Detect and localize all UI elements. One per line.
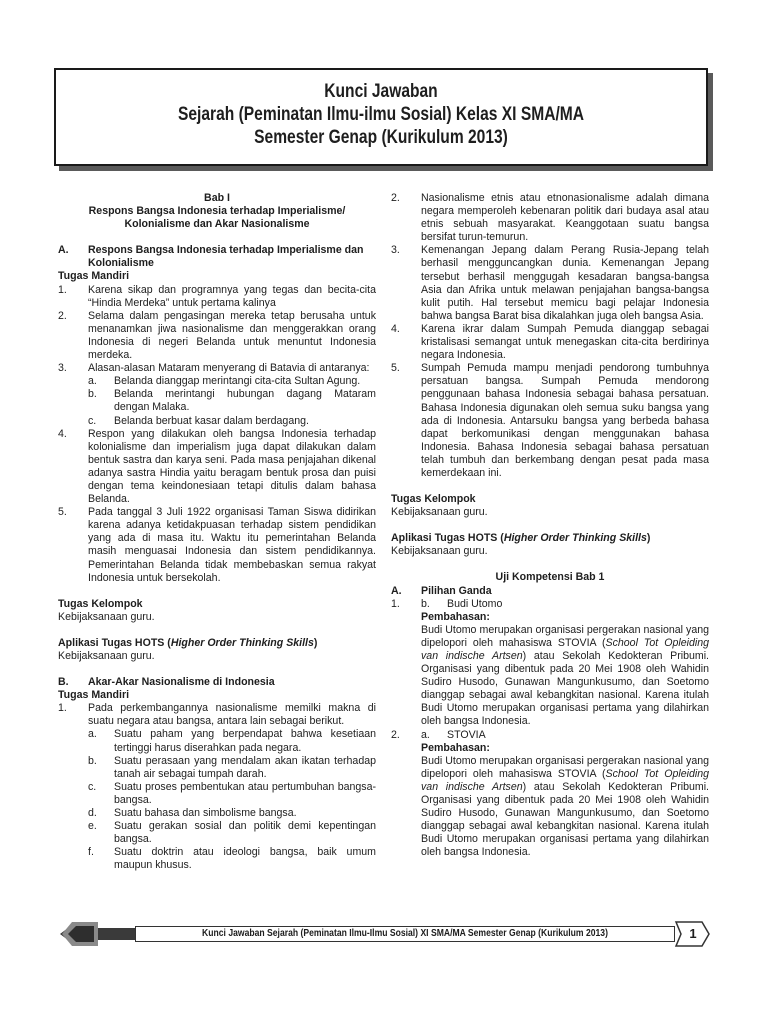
page-number: 1	[689, 926, 697, 941]
list-item: 3. Alasan-alasan Mataram menyerang di Batavia di antaranya:	[58, 362, 370, 375]
sub-list-item: e. Suatu gerakan sosial dan politik demi kepentingan bangsa.	[88, 820, 376, 846]
list-item: 2. Selama dalam pengasingan mereka tetap berusaha untuk menanamkan jiwa nasionalisme dan menggerakkan orang Indonesia di negeri Belanda untuk menuntut Indonesia merdeka.	[58, 309, 376, 362]
title-box	[54, 68, 708, 166]
list-item: 5. Sumpah Pemuda mampu menjadi pendorong tumbuhnya persatuan bangsa. Sumpah Pemuda mendorong penggunaan bahasa Indonesia sebagai bahasa persatuan. Bahasa Indonesia digunakan oleh semua suku bangsa yang ada di Indonesia. Antarsuku bangsa yang berbeda bahasa dapat berkomunikasi dengan menggunakan bahasa Indonesia. Bahasa Indonesia sebagai bahasa persatuan telah tumbuh dan berkembang dengan pesat pada masa kemerdekaan ini.	[391, 362, 709, 479]
pilihan-ganda-heading: A. Pilihan Ganda	[391, 584, 492, 597]
tugas-kelompok-answer: Kebijaksanaan guru.	[58, 610, 155, 623]
uji-kompetensi-title: Uji Kompetensi Bab 1	[495, 571, 605, 584]
section-b-heading: B. Akar-Akar Nasionalisme di Indonesia	[58, 676, 275, 689]
tugas-mandiri-heading: Tugas Mandiri	[58, 270, 130, 283]
footer-left-ornament	[60, 920, 100, 948]
sub-list-item: b. Belanda merintangi hubungan dagang Mataram dengan Malaka.	[88, 388, 376, 414]
title-line-3: Semester Genap (Kurikulum 2013)	[254, 127, 508, 148]
sub-list-item: a. Belanda dianggap merintangi cita-cita Sultan Agung.	[88, 375, 361, 388]
chapter-title-line-2: Kolonialisme dan Akar Nasionalisme	[124, 218, 310, 231]
tugas-kelompok-heading: Tugas Kelompok	[391, 493, 476, 506]
question-1-answer: 1. b. Budi Utomo	[391, 597, 503, 610]
pembahasan-text: Budi Utomo merupakan organisasi pergerakan nasional yang dipelopori oleh mahasiswa STOVIA (School Tot Opleiding van indische Artsen) atau Sekolah Kedokteran Pribumi. Organisasi yang dibentuk pada 20 Mei 1908 oleh Wahidin Sudiro Husodo, Gunawan Mangunkusumo, dan Soetomo dianggap sebagai awal kebangkitan nasional. Karena itulah Budi Utomo merupakan organisasi pertama yang dilahirkan oleh bangsa Indonesia.	[421, 623, 709, 728]
list-item: 2. Nasionalisme etnis atau etnonasionalisme adalah dimana negara memperoleh kebenaran politik dari budaya asal atau etnis sebuah masyarakat. Keanggotaan suatu bangsa bersifat turun-temurun.	[391, 192, 709, 244]
title-line-2: Sejarah (Peminatan Ilmu-ilmu Sosial) Kelas XI SMA/MA	[177, 104, 585, 125]
chapter-title-line-1: Respons Bangsa Indonesia terhadap Imperialisme/	[88, 205, 346, 218]
hots-answer: Kebijaksanaan guru.	[391, 545, 488, 558]
hots-heading: Aplikasi Tugas HOTS (Higher Order Thinking Skills)	[391, 532, 651, 545]
tugas-kelompok-answer: Kebijaksanaan guru.	[391, 506, 488, 519]
pembahasan-heading: Pembahasan:	[421, 741, 490, 754]
list-item: 5. Pada tanggal 3 Juli 1922 organisasi Taman Siswa didirikan karena adanya ketidakpuasan terhadap sistem pendidikan yang ada di masa itu. Waktu itu pemerintahan Belanda masih menguasai Indonesia dan sistem pendidikannya. Pemerintahan Belanda tidak membebaskan semua rakyat Indonesia untuk bersekolah.	[58, 506, 376, 584]
sub-list-item: f. Suatu doktrin atau ideologi bangsa, baik umum maupun khusus.	[88, 846, 376, 872]
pembahasan-heading: Pembahasan:	[421, 610, 490, 623]
section-a-heading: A. Respons Bangsa Indonesia terhadap Imperialisme dan Kolonialisme	[58, 244, 364, 270]
right-column	[391, 192, 709, 860]
sub-list-item: c. Belanda berbuat kasar dalam berdagang.	[88, 414, 309, 427]
list-item: 4. Karena ikrar dalam Sumpah Pemuda dianggap sebagai kristalisasi semangat untuk menegaskan cita-cita berdirinya negara Indonesia.	[391, 322, 709, 362]
pembahasan-text: Budi Utomo merupakan organisasi pergerakan nasional yang dipelopori oleh mahasiswa STOVIA (School Tot Opleiding van indische Artsen) atau Sekolah Kedokteran Pribumi. Organisasi yang dibentuk pada 20 Mei 1908 oleh Wahidin Sudiro Husodo, Gunawan Mangunkusumo, dan Soetomo dianggap sebagai awal kebangkitan nasional. Karena itulah Budi Utomo merupakan organisasi pertama yang dilahirkan oleh bangsa Indonesia.	[421, 754, 709, 859]
list-item: 3. Kemenangan Jepang dalam Perang Rusia-Jepang telah berhasil mengguncangkan dunia. Kemenangan Jepang tersebut berhasil menggugah kesadaran bangsa-bangsa Asia dan Afrika untuk melawan penjajahan bangsa-bangsa kulit putih. Hal tersebut memicu bagi pelajar Indonesia bahwa bangsa Barat bisa dikalahkan juga oleh bangsa Asia.	[391, 244, 709, 322]
tugas-kelompok-heading: Tugas Kelompok	[58, 597, 143, 610]
list-item: 4. Respon yang dilakukan oleh bangsa Indonesia terhadap kolonialisme dan imperialism juga dapat dilakukan dalam bentuk sastra dan karya seni. Pada masa penjajahan dikenal adanya sastra Hindia yaitu beragam bentuk prosa dan puisi dengan tema keindonesiaan tetapi ditulis dalam bahasa Belanda.	[58, 427, 376, 506]
list-item: 1. Pada perkembangannya nasionalisme memilki makna di suatu negara atau bangsa, antara lain sebagai berikut.	[58, 702, 376, 728]
chapter-label: Bab I	[204, 192, 230, 204]
tugas-mandiri-b-heading: Tugas Mandiri	[58, 689, 130, 702]
sub-list-item: d. Suatu bahasa dan simbolisme bangsa.	[88, 807, 297, 820]
hots-heading: Aplikasi Tugas HOTS (Higher Order Thinking Skills)	[58, 636, 318, 649]
question-2-answer: 2. a. STOVIA	[391, 728, 486, 741]
sub-list-item: c. Suatu proses pembentukan atau pertumbuhan bangsa-bangsa.	[88, 780, 376, 806]
left-column	[58, 192, 376, 873]
hots-answer: Kebijaksanaan guru.	[58, 650, 155, 662]
list-item: 1. Karena sikap dan programnya yang tegas dan becita-cita “Hindia Merdeka” untuk pertama kalinya	[58, 283, 376, 309]
footer-title: Kunci Jawaban Sejarah (Peminatan Ilmu-Ilmu Sosial) XI SMA/MA Semester Genap (Kurikulum 2013)	[135, 926, 675, 942]
page-footer	[60, 920, 710, 950]
sub-list-item: a. Suatu paham yang berpendapat bahwa kesetiaan tertinggi harus diserahkan pada negara.	[88, 728, 376, 754]
title-line-1: Kunci Jawaban	[324, 81, 438, 102]
sub-list-item: b. Suatu perasaan yang mendalam akan ikatan terhadap tanah air sebagai tumpah darah.	[88, 754, 376, 780]
